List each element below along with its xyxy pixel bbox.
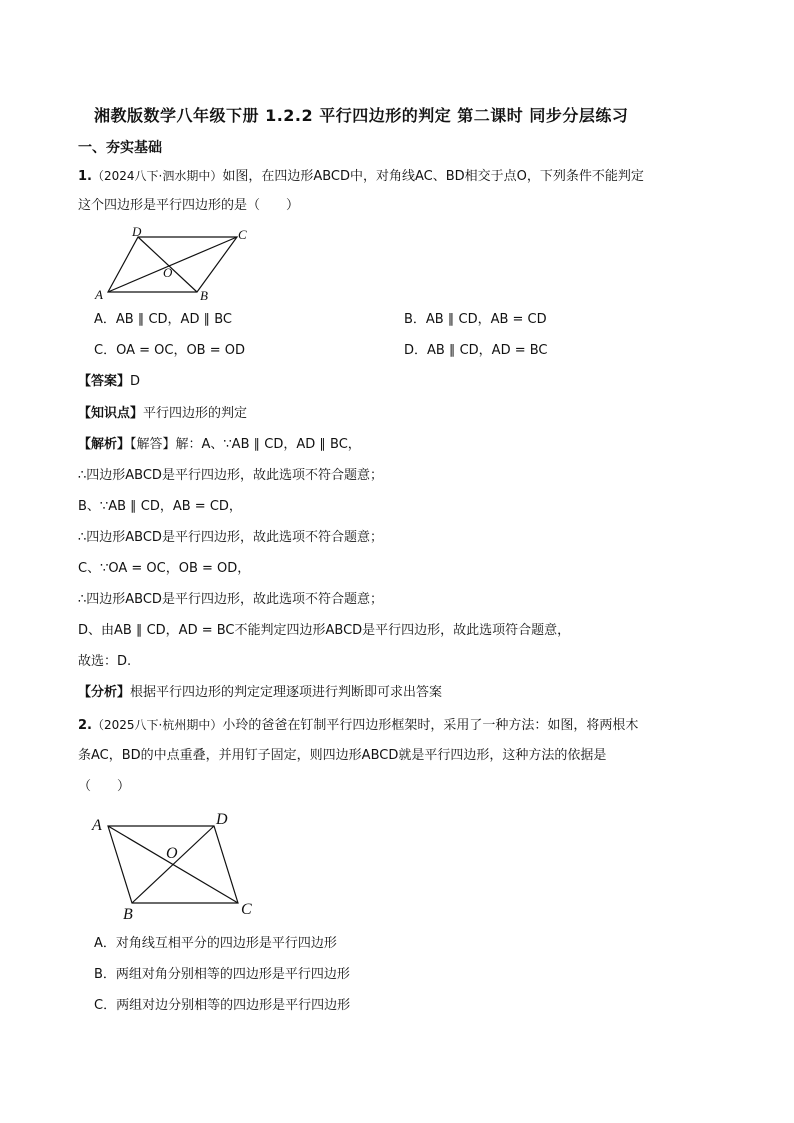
vertex-label-d: D (132, 224, 142, 239)
center-label-o: O (163, 265, 173, 280)
analysis-tag: 【分析】 (78, 685, 131, 700)
question-2-source: （2025八下·杭州期中） (91, 718, 223, 732)
vertex-label-d: D (216, 811, 228, 828)
question-1-figure (90, 222, 260, 304)
question-1-option-c: C．OA = OC，OB = OD (94, 343, 245, 358)
explanation-line: ∴四边形ABCD是平行四边形，故此选项不符合题意； (78, 592, 383, 607)
question-2-stem-line-2: 条AC，BD的中点重叠，并用钉子固定，则四边形ABCD就是平行四边形，这种方法的依据是 (78, 748, 607, 763)
question-2-stem-text: 小玲的爸爸在钉制平行四边形框架时，采用了一种方法：如图，将两根木 (222, 718, 639, 733)
question-2-stem-line-1 (78, 715, 638, 736)
question-1-option-b: B．AB ∥ CD，AB = CD (404, 312, 547, 327)
diagonal-bd (132, 826, 214, 903)
question-2-figure (88, 808, 268, 924)
vertex-label-b: B (200, 288, 208, 303)
question-2-number: 2. (78, 718, 92, 733)
explanation-line: ∴四边形ABCD是平行四边形，故此选项不符合题意； (78, 530, 383, 545)
knowledge-point-tag: 【知识点】 (78, 406, 144, 421)
question-1-option-a: A．AB ∥ CD，AD ∥ BC (94, 312, 232, 327)
question-2-option-c: C．两组对边分别相等的四边形是平行四边形 (94, 998, 351, 1013)
explanation-first-line: 【解答】解：A、∵AB ∥ CD，AD ∥ BC， (130, 437, 361, 452)
document-title: 湘教版数学八年级下册 1.2.2 平行四边形的判定 第二课时 同步分层练习 (94, 106, 629, 125)
vertex-label-a: A (92, 817, 102, 834)
explanation-line: C、∵OA = OC，OB = OD， (78, 561, 251, 576)
knowledge-point-text: 平行四边形的判定 (143, 406, 248, 421)
question-1-explanation-head (78, 435, 361, 455)
section-heading: 一、夯实基础 (78, 140, 162, 156)
question-1-stem-text: 如图，在四边形ABCD中，对角线AC、BD相交于点O，下列条件不能判定 (222, 169, 644, 184)
vertex-label-c: C (241, 901, 252, 918)
question-1-stem-line-2: 这个四边形是平行四边形的是（ ） (78, 198, 300, 213)
explanation-line: 故选：D. (78, 654, 132, 669)
explanation-line: ∴四边形ABCD是平行四边形，故此选项不符合题意； (78, 468, 383, 483)
question-2-stem-line-3: （ ） (78, 779, 131, 794)
explanation-line: D、由AB ∥ CD，AD = BC不能判定四边形ABCD是平行四边形，故此选项符合题意， (78, 623, 571, 638)
question-1-analysis (78, 683, 442, 703)
answer-tag: 【答案】 (78, 374, 131, 389)
question-1-option-d: D．AB ∥ CD，AD = BC (404, 343, 548, 358)
question-1-source: （2024八下·泗水期中） (91, 169, 223, 183)
vertex-label-a: A (95, 287, 103, 302)
question-1-number: 1. (78, 169, 92, 184)
analysis-text: 根据平行四边形的判定定理逐项进行判断即可求出答案 (130, 685, 443, 700)
explanation-tag: 【解析】 (78, 437, 131, 452)
explanation-line: B、∵AB ∥ CD，AB = CD， (78, 499, 242, 514)
question-2-option-b: B．两组对角分别相等的四边形是平行四边形 (94, 967, 350, 982)
question-1-stem-line-1 (78, 166, 644, 187)
center-label-o: O (166, 845, 178, 862)
answer-value: D (130, 374, 141, 389)
question-1-knowledge-point (78, 404, 247, 424)
question-2-option-a: A．对角线互相平分的四边形是平行四边形 (94, 936, 337, 951)
vertex-label-c: C (238, 227, 247, 242)
vertex-label-b: B (123, 906, 133, 923)
question-1-answer (78, 372, 140, 392)
